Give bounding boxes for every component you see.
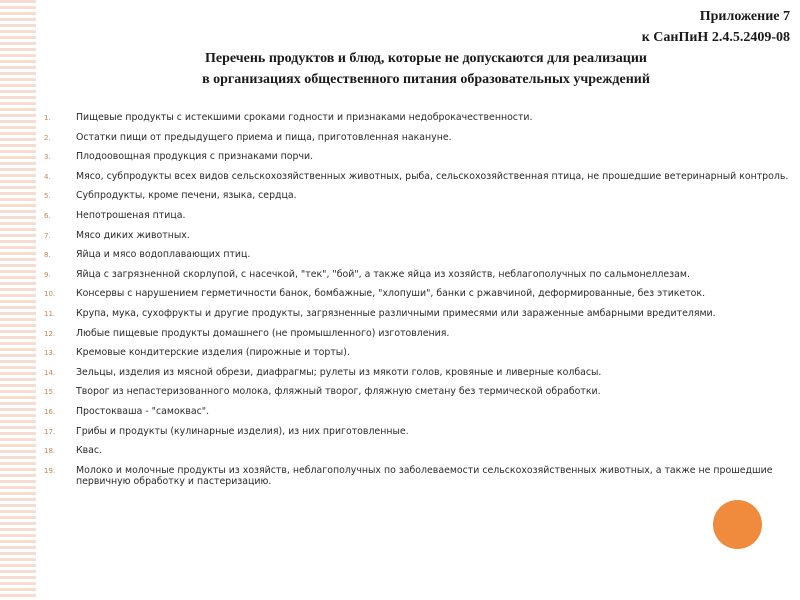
list-item-text: Консервы с нарушением герметичности банок, бомбажные, "хлопуши", банки с ржавчиной, деформированные, без этикеток. [76, 288, 706, 300]
list-item [44, 151, 794, 162]
left-decorative-stripes [0, 0, 36, 600]
list-item-number: 9. [44, 270, 51, 279]
title-line-1: Перечень продуктов и блюд, которые не допускаются для реализации [204, 51, 647, 66]
list-item-text: Любые пищевые продукты домашнего (не промышленного) изготовления. [76, 327, 450, 339]
list-item-text: Яйца с загрязненной скорлупой, с насечкой, "тек", "бой", а также яйца из хозяйств, неблагополучных по сальмонеллезам. [76, 268, 690, 280]
list-item [44, 386, 794, 397]
list-item [44, 171, 794, 182]
list-item-number: 12. [44, 329, 56, 338]
list-item [44, 445, 794, 456]
list-item [44, 249, 794, 260]
list-item-number: 3. [44, 153, 51, 162]
list-item [44, 230, 794, 241]
list-item [44, 210, 794, 221]
list-item [44, 190, 794, 201]
list-item-number: 13. [44, 349, 56, 358]
list-item-text: Творог из непастеризованного молока, фляжный творог, фляжную сметану без термической обработки. [76, 386, 601, 398]
list-item [44, 347, 794, 358]
list-item-text: Мясо, субпродукты всех видов сельскохозяйственных животных, рыба, сельскохозяйственная птица, не прошедшие ветеринарный контроль. [76, 170, 789, 182]
list-item-text: Грибы и продукты (кулинарные изделия), из них приготовленные. [76, 425, 409, 437]
list-item-number: 18. [44, 447, 56, 456]
prohibited-products-list [44, 112, 794, 495]
document-title [0, 48, 800, 90]
list-item-number: 7. [44, 231, 51, 240]
list-item-text: Молоко и молочные продукты из хозяйств, неблагополучных по заболеваемости сельскохозяйственных животных, а также не прошедшие первичную обработку и пастеризацию. [76, 464, 773, 487]
list-item-number: 16. [44, 407, 56, 416]
appendix-header [642, 6, 790, 48]
list-item [44, 308, 794, 319]
list-item-text: Плодоовощная продукция с признаками порчи. [76, 151, 314, 163]
list-item-text: Пищевые продукты с истекшими сроками годности и признаками недоброкачественности. [76, 112, 533, 123]
list-item [44, 269, 794, 280]
list-item-text: Субпродукты, кроме печени, языка, сердца. [76, 190, 297, 202]
appendix-reference: к СанПиН 2.4.5.2409-08 [641, 30, 790, 45]
list-item-text: Мясо диких животных. [76, 229, 190, 241]
list-item-number: 4. [44, 172, 51, 181]
list-item-text: Квас. [76, 445, 103, 457]
list-item-text: Кремовые кондитерские изделия (пирожные и торты). [76, 347, 350, 359]
list-item-number: 11. [44, 309, 56, 318]
list-item [44, 426, 794, 437]
list-item [44, 406, 794, 417]
list-item [44, 132, 794, 143]
list-item-number: 14. [44, 368, 56, 377]
decorative-orange-circle [713, 500, 762, 549]
appendix-number: Приложение 7 [699, 9, 790, 24]
list-item-text: Остатки пищи от предыдущего приема и пища, приготовленная накануне. [76, 131, 452, 143]
list-item-text: Зельцы, изделия из мясной обрези, диафрагмы; рулеты из мякоти голов, кровяные и ливерные колбасы. [76, 366, 602, 378]
list-item-number: 5. [44, 192, 51, 201]
list-item-number: 15. [44, 388, 56, 397]
list-item-number: 19. [44, 466, 56, 475]
list-item-number: 2. [44, 133, 51, 142]
list-item-text: Простокваша - "самоквас". [76, 405, 210, 417]
list-item-text: Крупа, мука, сухофрукты и другие продукты, загрязненные различными примесями или зараженные амбарными вредителями. [76, 307, 716, 319]
list-item-number: 6. [44, 211, 51, 220]
title-line-2: в организациях общественного питания образовательных учреждений [202, 72, 650, 87]
list-item-number: 17. [44, 427, 56, 436]
list-item-number: 10. [44, 290, 56, 299]
list-item [44, 465, 794, 487]
list-item [44, 288, 794, 299]
list-item-text: Яйца и мясо водоплавающих птиц. [76, 249, 251, 261]
list-item [44, 367, 794, 378]
list-item-number: 1. [44, 114, 51, 122]
list-item-text: Непотрошеная птица. [76, 209, 186, 221]
list-item [44, 112, 794, 123]
list-item-number: 8. [44, 251, 51, 260]
list-item [44, 328, 794, 339]
